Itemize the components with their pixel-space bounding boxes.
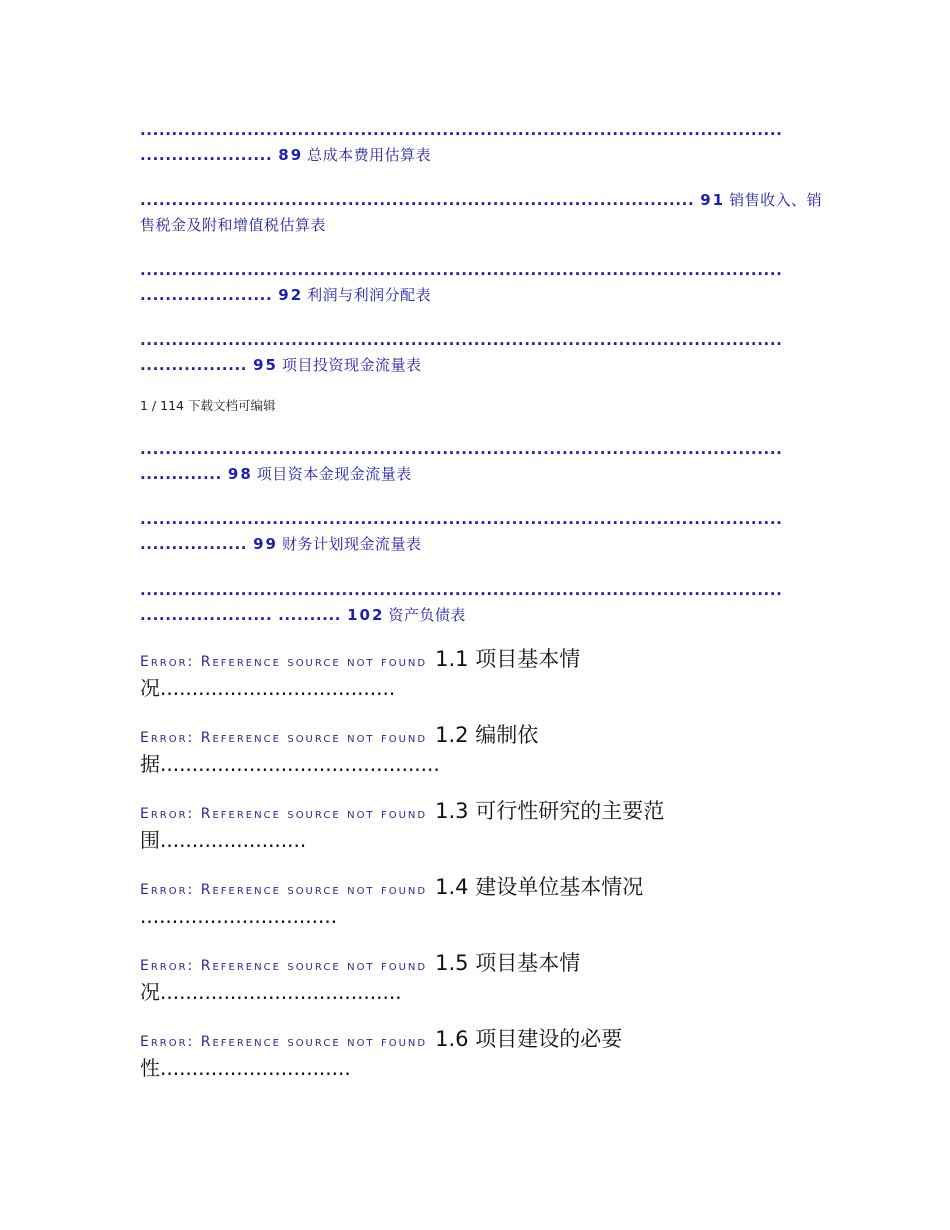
toc-heading-continued: 性.............................. <box>140 1056 351 1080</box>
error-reference-label: Error: Reference source not found <box>140 1034 428 1050</box>
toc-heading-continued: 况...................................... <box>140 980 402 1004</box>
toc-leader-line: ...................................................................................................... <box>140 331 783 349</box>
error-reference-label: Error: Reference source not found <box>140 882 428 898</box>
toc-heading-continued: 据............................................ <box>140 752 440 776</box>
toc-heading-continued: 围....................... <box>140 828 307 852</box>
toc-entry-102[interactable] <box>140 578 810 628</box>
toc-leader-line: ...................................................................................................... <box>140 581 783 599</box>
toc-page-number: 91 <box>700 191 726 209</box>
toc-error-entry-1-5[interactable] <box>140 948 810 1006</box>
toc-leader-line: ...................................................................................................... <box>140 510 783 528</box>
toc-entry-89[interactable] <box>140 118 810 168</box>
toc-entry-91[interactable] <box>140 188 823 238</box>
toc-heading: 1.2 编制依 <box>435 723 539 747</box>
toc-error-entry-1-3[interactable] <box>140 796 810 854</box>
toc-leader: ..................... <box>140 286 273 304</box>
toc-page-number: 98 <box>227 465 253 483</box>
toc-heading: 1.6 项目建设的必要 <box>435 1027 623 1051</box>
toc-error-entry-1-4[interactable] <box>140 872 810 930</box>
toc-entry-98[interactable] <box>140 437 810 487</box>
toc-heading: 1.3 可行性研究的主要范 <box>435 799 665 823</box>
toc-title: 利润与利润分配表 <box>307 286 432 304</box>
toc-leader: ..................... .......... <box>140 606 342 624</box>
toc-leader: ............. <box>140 465 222 483</box>
toc-leader-line: ...................................................................................................... <box>140 261 783 279</box>
toc-page-number: 102 <box>347 606 385 624</box>
toc-heading: 1.5 项目基本情 <box>435 951 581 975</box>
toc-entry-95[interactable] <box>140 328 810 378</box>
page-footer: 1 / 114 下载文档可编辑 <box>140 398 276 413</box>
toc-heading: 1.1 项目基本情 <box>435 647 581 671</box>
toc-page-number: 99 <box>253 535 278 553</box>
toc-title: 资产负债表 <box>388 606 466 624</box>
toc-entry-92[interactable] <box>140 258 810 308</box>
toc-page-number: 92 <box>278 286 304 304</box>
toc-leader-line: ...................................................................................................... <box>140 121 783 139</box>
error-reference-label: Error: Reference source not found <box>140 730 428 746</box>
toc-title: 销售收入、销 <box>729 191 823 209</box>
toc-leader: ................. <box>140 356 248 374</box>
toc-page-number: 89 <box>278 146 304 164</box>
toc-title: 财务计划现金流量表 <box>281 535 422 553</box>
toc-leader: ........................................................................................ <box>140 191 695 209</box>
toc-heading: 1.4 建设单位基本情况 <box>435 875 644 899</box>
toc-leader: ................. <box>140 535 248 553</box>
toc-entry-99[interactable] <box>140 507 810 557</box>
error-reference-label: Error: Reference source not found <box>140 654 428 670</box>
toc-title: 项目资本金现金流量表 <box>256 465 412 483</box>
toc-leader: ..................... <box>140 146 273 164</box>
toc-title: 总成本费用估算表 <box>307 146 432 164</box>
toc-heading-continued: ............................... <box>140 904 338 928</box>
toc-leader-line: ...................................................................................................... <box>140 440 783 458</box>
toc-title-continued: 售税金及附和增值税估算表 <box>140 216 327 234</box>
toc-page-number: 95 <box>253 356 278 374</box>
toc-heading-continued: 况..................................... <box>140 676 396 700</box>
error-reference-label: Error: Reference source not found <box>140 806 428 822</box>
error-reference-label: Error: Reference source not found <box>140 958 428 974</box>
toc-error-entry-1-1[interactable] <box>140 644 810 702</box>
toc-error-entry-1-6[interactable] <box>140 1024 810 1082</box>
toc-error-entry-1-2[interactable] <box>140 720 810 778</box>
toc-title: 项目投资现金流量表 <box>281 356 422 374</box>
